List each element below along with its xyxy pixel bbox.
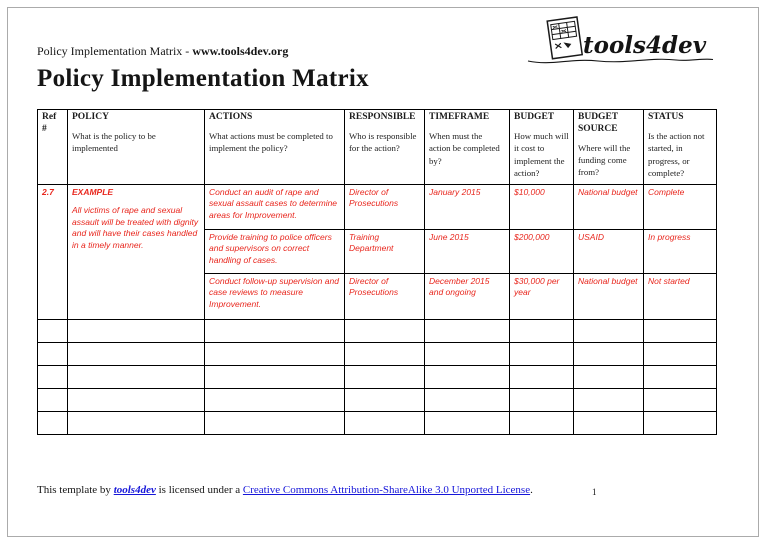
- footer-text-prefix: This template by: [37, 484, 114, 496]
- ref-cell: 2.7: [38, 185, 68, 320]
- empty-cell: [345, 366, 425, 389]
- logo-underline: [528, 59, 713, 63]
- footer-text-middle: is licensed under a: [155, 484, 243, 496]
- license-link[interactable]: Creative Commons Attribution-ShareAlike 3.0 Unported License: [242, 484, 531, 496]
- license-footer: [37, 484, 533, 496]
- timeframe-cell: December 2015 and ongoing: [425, 274, 510, 320]
- empty-row: [38, 366, 717, 389]
- col-header-policy: [68, 110, 205, 185]
- empty-cell: [425, 343, 510, 366]
- example-row-action-1: [38, 185, 717, 230]
- empty-cell: [644, 366, 717, 389]
- empty-cell: [345, 389, 425, 412]
- empty-cell: [510, 343, 574, 366]
- empty-cell: [510, 366, 574, 389]
- page-title: Policy Implementation Matrix: [37, 65, 369, 92]
- tools4dev-logo: [526, 12, 716, 70]
- page-number: 1: [592, 487, 597, 497]
- empty-cell: [68, 389, 205, 412]
- empty-cell: [345, 412, 425, 435]
- empty-cell: [38, 320, 68, 343]
- col-desc: Where will the funding come from?: [578, 142, 631, 178]
- budget-cell: $200,000: [510, 230, 574, 274]
- col-header-timeframe: [425, 110, 510, 185]
- empty-cell: [644, 389, 717, 412]
- col-header-ref: [38, 110, 68, 185]
- table-header-row: [38, 110, 717, 185]
- policy-cell: [68, 185, 205, 320]
- empty-cell: [205, 389, 345, 412]
- col-desc: What actions must be completed to implement the policy?: [209, 130, 333, 154]
- empty-cell: [644, 412, 717, 435]
- col-desc: When must the action be completed by?: [429, 130, 500, 166]
- empty-cell: [510, 389, 574, 412]
- budget-cell: $30,000 per year: [510, 274, 574, 320]
- col-label: BUDGET: [514, 112, 555, 122]
- col-header-actions: [205, 110, 345, 185]
- document-page: [7, 7, 759, 537]
- responsible-cell: Training Department: [345, 230, 425, 274]
- example-label: EXAMPLE: [72, 187, 114, 197]
- policy-implementation-matrix-table: [37, 109, 717, 435]
- empty-cell: [345, 343, 425, 366]
- empty-cell: [425, 389, 510, 412]
- empty-cell: [574, 320, 644, 343]
- empty-cell: [38, 412, 68, 435]
- col-label: RESPONSIBLE: [349, 112, 416, 122]
- empty-cell: [644, 320, 717, 343]
- logo-wordmark: tools4dev: [583, 32, 707, 59]
- status-cell: Not started: [644, 274, 717, 320]
- col-desc: Who is responsible for the action?: [349, 130, 417, 154]
- col-label: ACTIONS: [209, 112, 253, 122]
- footer-text-suffix: .: [530, 484, 533, 496]
- col-label: POLICY: [72, 112, 109, 122]
- budget-source-cell: USAID: [574, 230, 644, 274]
- empty-cell: [205, 366, 345, 389]
- budget-cell: $10,000: [510, 185, 574, 230]
- empty-cell: [68, 412, 205, 435]
- empty-cell: [68, 366, 205, 389]
- empty-cell: [68, 320, 205, 343]
- empty-row: [38, 389, 717, 412]
- empty-cell: [205, 343, 345, 366]
- empty-cell: [574, 343, 644, 366]
- col-header-responsible: [345, 110, 425, 185]
- action-cell: Conduct an audit of rape and sexual assault cases to determine areas for Improvement.: [205, 185, 345, 230]
- empty-row: [38, 412, 717, 435]
- action-cell: Provide training to police officers and supervisors on correct handling of cases.: [205, 230, 345, 274]
- empty-row: [38, 343, 717, 366]
- empty-row: [38, 320, 717, 343]
- empty-cell: [574, 389, 644, 412]
- empty-cell: [425, 412, 510, 435]
- action-cell: Conduct follow-up supervision and case reviews to measure Improvement.: [205, 274, 345, 320]
- empty-cell: [205, 320, 345, 343]
- empty-cell: [425, 366, 510, 389]
- empty-cell: [38, 366, 68, 389]
- budget-source-cell: National budget: [574, 185, 644, 230]
- col-label: STATUS: [648, 112, 684, 122]
- tools4dev-link[interactable]: tools4dev: [113, 484, 156, 496]
- col-label: Ref #: [42, 112, 57, 134]
- empty-cell: [38, 389, 68, 412]
- status-cell: Complete: [644, 185, 717, 230]
- col-label: TIMEFRAME: [429, 112, 490, 122]
- timeframe-cell: June 2015: [425, 230, 510, 274]
- col-header-status: [644, 110, 717, 185]
- col-label: BUDGET SOURCE: [578, 112, 618, 134]
- budget-source-cell: National budget: [574, 274, 644, 320]
- col-header-budget: [510, 110, 574, 185]
- responsible-cell: Director of Prosecutions: [345, 274, 425, 320]
- status-cell: In progress: [644, 230, 717, 274]
- responsible-cell: Director of Prosecutions: [345, 185, 425, 230]
- empty-cell: [574, 412, 644, 435]
- document-header: [37, 44, 288, 59]
- document-sketch-icon: [547, 17, 582, 59]
- empty-cell: [425, 320, 510, 343]
- empty-cell: [205, 412, 345, 435]
- policy-text: All victims of rape and sexual assault will be treated with dignity and will have their cases handled in a timely manner.: [72, 205, 199, 250]
- empty-cell: [644, 343, 717, 366]
- empty-cell: [510, 320, 574, 343]
- col-desc: Is the action not started, in progress, or complete?: [648, 130, 705, 178]
- empty-cell: [68, 343, 205, 366]
- empty-cell: [345, 320, 425, 343]
- timeframe-cell: January 2015: [425, 185, 510, 230]
- col-header-budget-source: [574, 110, 644, 185]
- empty-cell: [510, 412, 574, 435]
- empty-cell: [38, 343, 68, 366]
- header-site-text: www.tools4dev.org: [192, 44, 289, 58]
- empty-cell: [574, 366, 644, 389]
- col-desc: How much will it cost to implement the action?: [514, 130, 569, 178]
- col-desc: What is the policy to be implemented: [72, 130, 156, 154]
- header-title-text: Policy Implementation Matrix -: [37, 44, 193, 58]
